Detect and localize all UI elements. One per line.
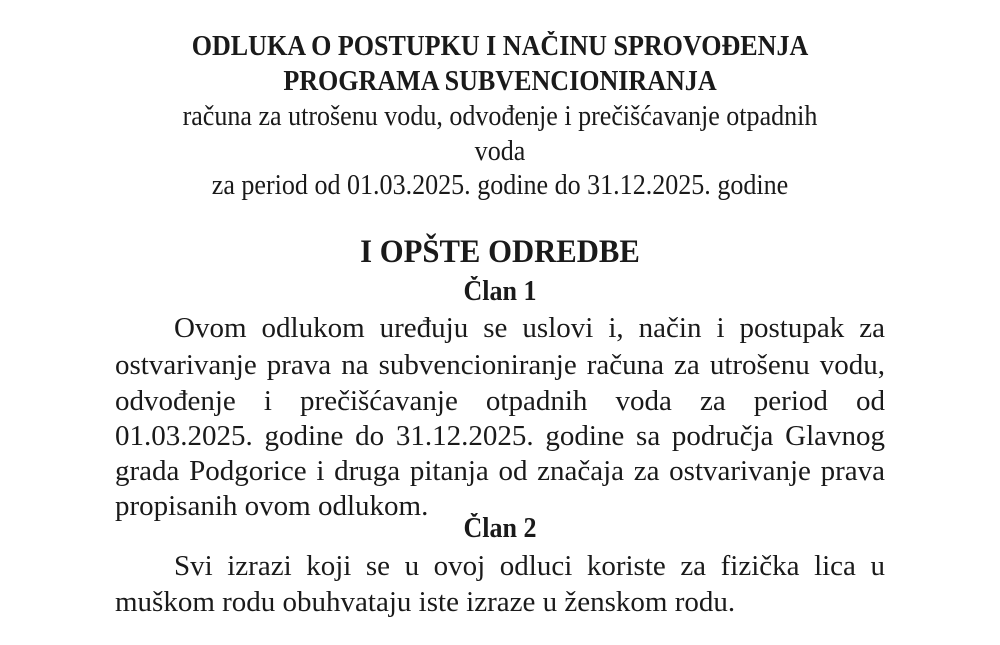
article-2-heading: Član 2: [463, 513, 537, 544]
article-1-line-3: odvođenje i prečišćavanje otpadnih voda za period od: [115, 385, 885, 417]
article-1-line-4: 01.03.2025. godine do 31.12.2025. godine sa područja Glavnog: [115, 420, 885, 452]
article-2-line-2: muškom rodu obuhvataju iste izraze u ženskom rodu.: [115, 586, 736, 618]
article-1-line-1: Ovom odlukom uređuju se uslovi i, način i postupak za: [174, 312, 885, 344]
article-1-heading: Član 1: [463, 276, 537, 307]
document-subtitle-line-3: za period od 01.03.2025. godine do 31.12.2025. godine: [211, 170, 789, 201]
article-1-line-6: propisanih ovom odlukom.: [115, 490, 429, 522]
document-title-line-2: PROGRAMA SUBVENCIONIRANJA: [283, 66, 717, 97]
article-2-line-1: Svi izrazi koji se u ovoj odluci koriste za fizička lica u: [174, 550, 885, 582]
document-subtitle-line-2: voda: [474, 136, 526, 167]
document-subtitle-line-1: računa za utrošenu vodu, odvođenje i prečišćavanje otpadnih: [182, 101, 818, 132]
article-1-line-5: grada Podgorice i druga pitanja od značaja za ostvarivanje prava: [115, 455, 885, 487]
document-title-line-1: ODLUKA O POSTUPKU I NAČINU SPROVOĐENJA: [191, 31, 809, 62]
article-1-line-2: ostvarivanje prava na subvencioniranje računa za utrošenu vodu,: [115, 349, 885, 381]
section-heading: I OPŠTE ODREDBE: [360, 234, 640, 270]
